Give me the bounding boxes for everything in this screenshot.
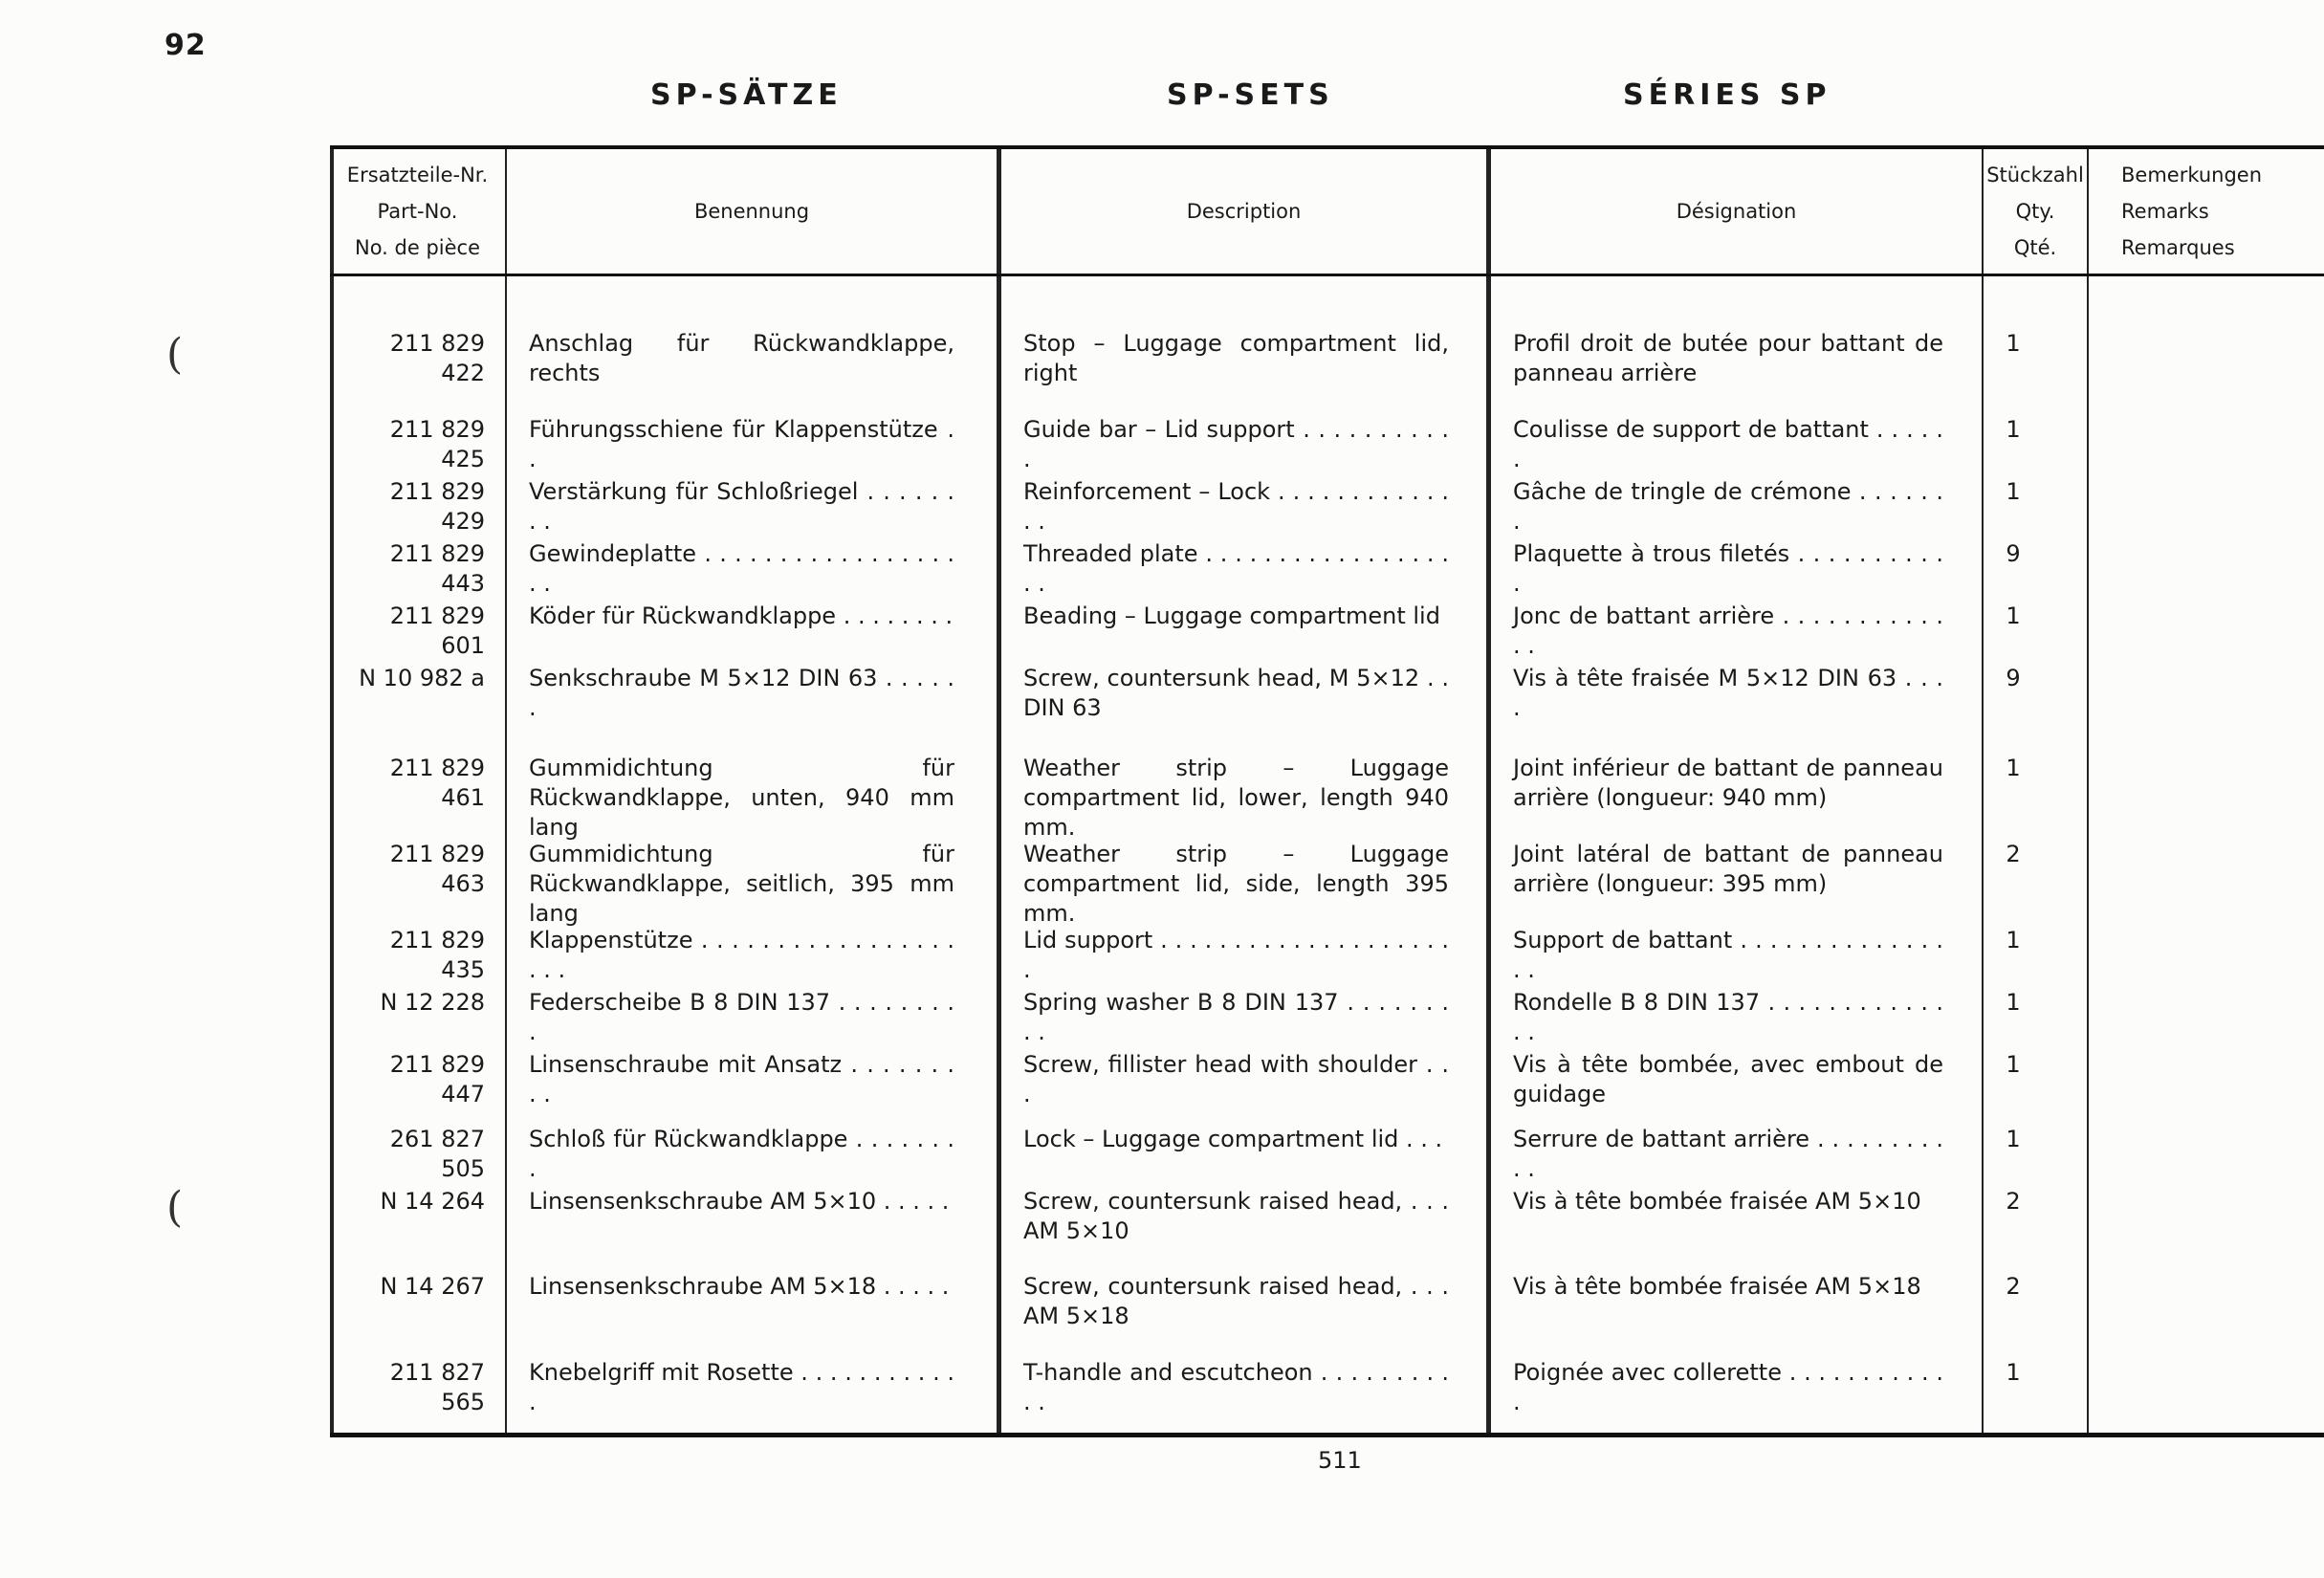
name-english: Screw, countersunk head, M 5×12 . . DIN 63: [1023, 665, 1449, 721]
header-remarks-en: Remarks: [2121, 200, 2209, 223]
quantity: 2: [2006, 841, 2021, 867]
name-french: Serrure de battant arrière . . . . . . . . . . .: [1513, 1126, 1943, 1182]
header-part-number: [330, 149, 505, 274]
name-english: Reinforcement – Lock . . . . . . . . . . . . . .: [1023, 478, 1449, 535]
name-german: Führungsschiene für Klappenstütze . .: [529, 416, 954, 472]
name-english: Beading – Luggage compartment lid: [1023, 603, 1440, 629]
name-english: Lock – Luggage compartment lid . . .: [1023, 1126, 1443, 1152]
page-number: 92: [164, 29, 207, 62]
name-german: Senkschraube M 5×12 DIN 63 . . . . . .: [529, 665, 954, 721]
footer-page-number: 511: [1318, 1447, 1362, 1474]
header-qty-en: Qty.: [2015, 200, 2055, 223]
header-benennung: Benennung: [693, 200, 810, 223]
part-number: 211 829 425: [389, 416, 485, 472]
parts-table: [330, 145, 2324, 1437]
name-french: Joint inférieur de battant de panneau arrière (longueur: 940 mm): [1513, 755, 1943, 811]
quantity: 1: [2006, 603, 2021, 629]
name-french: Joint latéral de battant de panneau arrière (longueur: 395 mm): [1513, 841, 1943, 897]
quantity: 1: [2006, 989, 2021, 1016]
name-english: Screw, fillister head with shoulder . . .: [1023, 1051, 1449, 1107]
heading-english: SP-SETS: [1167, 78, 1334, 112]
name-english: Weather strip – Luggage compartment lid, side, length 395 mm.: [1023, 841, 1449, 927]
part-number: 211 829 422: [389, 330, 485, 386]
name-french: Vis à tête fraisée M 5×12 DIN 63 . . . .: [1513, 665, 1943, 721]
name-english: Guide bar – Lid support . . . . . . . . . . .: [1023, 416, 1449, 472]
name-english: Spring washer B 8 DIN 137 . . . . . . . . .: [1023, 989, 1449, 1045]
name-german: Linsensenkschraube AM 5×18 . . . . .: [529, 1273, 950, 1300]
name-german: Klappenstütze . . . . . . . . . . . . . . . . . . . .: [529, 927, 954, 983]
quantity: 1: [2006, 1051, 2021, 1078]
name-french: Vis à tête bombée, avec embout de guidage: [1513, 1051, 1943, 1107]
part-number: N 14 267: [380, 1273, 485, 1300]
header-remarks-de: Bemerkungen: [2121, 164, 2263, 186]
quantity: 1: [2006, 330, 2021, 357]
header-designation: Désignation: [1676, 200, 1797, 223]
margin-bracket-mark: (: [166, 1183, 184, 1232]
part-number: 211 827 565: [389, 1359, 485, 1415]
name-english: Weather strip – Luggage compartment lid, lower, length 940 mm.: [1023, 755, 1449, 841]
part-number: 211 829 429: [389, 478, 485, 535]
part-number: 211 829 435: [389, 927, 485, 983]
header-remarks-fr: Remarques: [2121, 236, 2235, 259]
part-number: N 10 982 a: [359, 665, 485, 691]
part-number: 261 827 505: [389, 1126, 485, 1182]
quantity: 9: [2006, 665, 2021, 691]
name-french: Gâche de tringle de crémone . . . . . . .: [1513, 478, 1943, 535]
quantity: 1: [2006, 927, 2021, 953]
name-french: Rondelle B 8 DIN 137 . . . . . . . . . . . . . .: [1513, 989, 1943, 1045]
name-english: Lid support . . . . . . . . . . . . . . . . . . . . .: [1023, 927, 1449, 983]
quantity: 2: [2006, 1188, 2021, 1215]
quantity: 1: [2006, 1359, 2021, 1386]
quantity: 1: [2006, 1126, 2021, 1152]
name-french: Plaquette à trous filetés . . . . . . . . . . .: [1513, 540, 1943, 597]
part-number: 211 829 461: [389, 755, 485, 811]
margin-bracket-mark: (: [166, 330, 184, 379]
part-number: 211 829 443: [389, 540, 485, 597]
part-number: 211 829 601: [389, 603, 485, 659]
name-english: Screw, countersunk raised head, . . . AM 5×18: [1023, 1273, 1449, 1329]
name-german: Schloß für Rückwandklappe . . . . . . . .: [529, 1126, 954, 1182]
heading-french: SÉRIES SP: [1623, 78, 1831, 112]
name-french: Coulisse de support de battant . . . . . .: [1513, 416, 1943, 472]
name-german: Linsensenkschraube AM 5×10 . . . . .: [529, 1188, 950, 1215]
name-german: Köder für Rückwandklappe . . . . . . . .: [529, 603, 954, 629]
quantity: 1: [2006, 416, 2021, 443]
header-qty-de: Stückzahl: [1986, 164, 2084, 186]
header-description: Description: [1186, 200, 1302, 223]
name-french: Profil droit de butée pour battant de panneau arrière: [1513, 330, 1943, 386]
name-english: T-handle and escutcheon . . . . . . . . . . .: [1023, 1359, 1449, 1415]
part-number: N 12 228: [380, 989, 485, 1016]
quantity: 1: [2006, 755, 2021, 781]
name-german: Verstärkung für Schloßriegel . . . . . . . .: [529, 478, 954, 535]
header-part-de: Ersatzteile-Nr.: [346, 164, 489, 186]
header-qty-fr: Qté.: [2013, 236, 2057, 259]
quantity: 2: [2006, 1273, 2021, 1300]
header-part-fr: No. de pièce: [354, 236, 480, 259]
name-french: Vis à tête bombée fraisée AM 5×10: [1513, 1188, 1921, 1215]
name-german: Linsenschraube mit Ansatz . . . . . . . . .: [529, 1051, 954, 1107]
name-german: Federscheibe B 8 DIN 137 . . . . . . . . .: [529, 989, 954, 1045]
header-quantity: [1984, 149, 2087, 274]
name-english: Stop – Luggage compartment lid, right: [1023, 330, 1449, 386]
quantity: 1: [2006, 478, 2021, 505]
heading-german: SP-SÄTZE: [650, 78, 843, 112]
name-german: Gummidichtung für Rückwandklappe, seitlich, 395 mm lang: [529, 841, 954, 927]
header-remarks: [2089, 149, 2324, 274]
name-german: Gewindeplatte . . . . . . . . . . . . . . . . . . .: [529, 540, 954, 597]
name-french: Jonc de battant arrière . . . . . . . . . . . . .: [1513, 603, 1943, 659]
name-french: Vis à tête bombée fraisée AM 5×18: [1513, 1273, 1921, 1300]
name-english: Threaded plate . . . . . . . . . . . . . . . . . . .: [1023, 540, 1449, 597]
part-number: 211 829 447: [389, 1051, 485, 1107]
header-part-en: Part-No.: [377, 200, 458, 223]
name-german: Gummidichtung für Rückwandklappe, unten, 940 mm lang: [529, 755, 954, 841]
name-french: Poignée avec collerette . . . . . . . . . . . .: [1513, 1359, 1943, 1415]
part-number: N 14 264: [380, 1188, 485, 1215]
name-german: Anschlag für Rückwandklappe, rechts: [529, 330, 954, 386]
name-german: Knebelgriff mit Rosette . . . . . . . . . . . .: [529, 1359, 954, 1415]
name-french: Support de battant . . . . . . . . . . . . . . . .: [1513, 927, 1943, 983]
part-number: 211 829 463: [389, 841, 485, 897]
quantity: 9: [2006, 540, 2021, 567]
name-english: Screw, countersunk raised head, . . . AM 5×10: [1023, 1188, 1449, 1244]
